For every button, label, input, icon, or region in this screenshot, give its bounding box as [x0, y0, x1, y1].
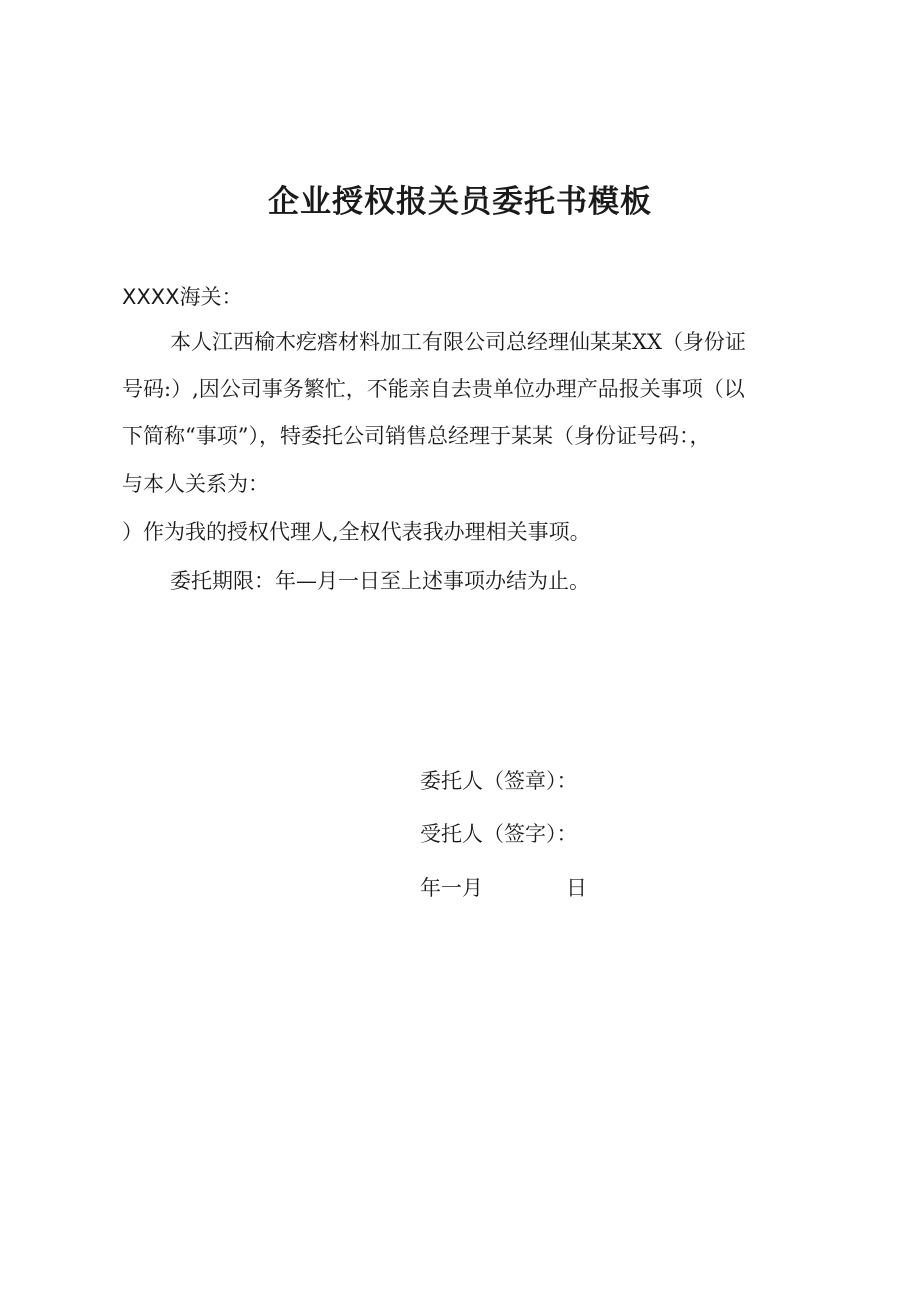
agent-signature-line: 受托人（签字）：	[420, 822, 578, 846]
body-line-4: 与本人关系为：	[122, 472, 269, 496]
entrustment-period: 委托期限：年—月一日至上述事项办结为止。	[170, 569, 590, 593]
body-line-1: 本人江西榆木疙瘩材料加工有限公司总经理仙某某XX（身份证	[170, 330, 746, 354]
document-title: 企业授权报关员委托书模板	[268, 184, 652, 220]
body-line-2: 号码:）,因公司事务繁忙，不能亲自去贵单位办理产品报关事项（以	[122, 377, 745, 401]
body-line-5: ）作为我的授权代理人,全权代表我办理相关事项。	[122, 520, 591, 544]
grantor-signature-line: 委托人（签章）：	[420, 769, 578, 793]
body-line-3: 下简称“事项”），特委托公司销售总经理于某某（身份证号码：，	[122, 424, 711, 448]
date-day: 日	[566, 876, 587, 900]
signature-date	[420, 873, 720, 903]
addressee: XXXX海关：	[122, 285, 243, 309]
date-year-month: 年一月	[420, 876, 483, 900]
